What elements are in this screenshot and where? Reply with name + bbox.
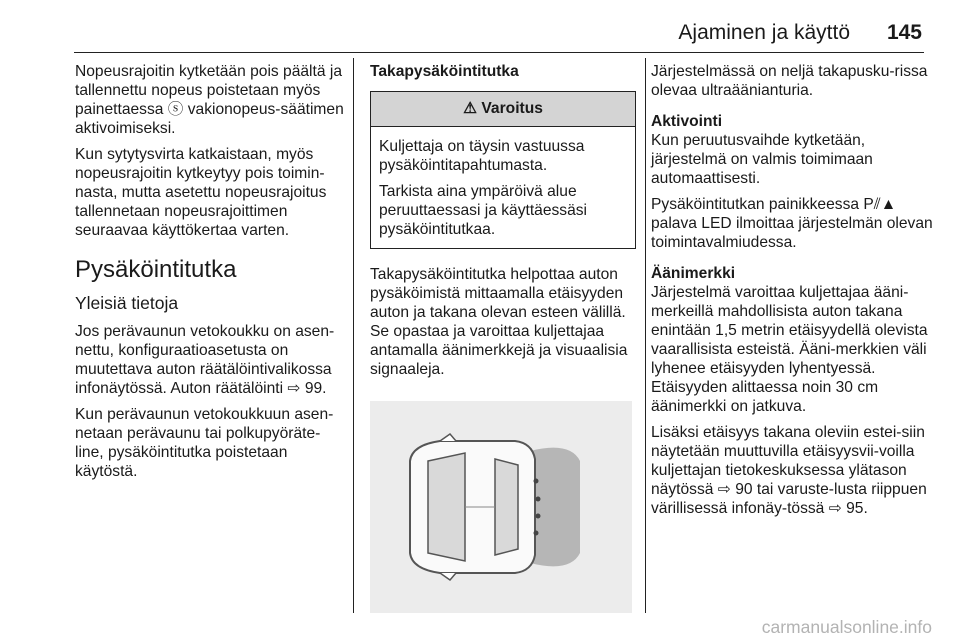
paragraph <box>75 62 347 138</box>
paragraph: Kun peruutusvaihde kytketään, järjestelmä on valmis toimimaan automaattisesti. <box>651 132 873 187</box>
paragraph: Takapysäköintitutka helpottaa auton pysäköimistä mittaamalla etäisyyden auton ja takana olevan esteen välillä. Se opastaa ja varoittaa kuljettajaa antamalla äänimerkkejä ja visuaalisia signaaleja. <box>370 266 628 378</box>
paragraph-text: Pysäköintitutkan painikkeessa <box>651 196 860 213</box>
warning-icon: ⚠ <box>463 100 478 117</box>
page-ref-arrow-icon: ⇨ <box>717 481 731 498</box>
paragraph <box>651 423 936 518</box>
column-divider-2 <box>645 58 646 613</box>
paragraph-text: 90 tai varuste-lusta riippuen värillisessä infonäy-tössä <box>651 481 927 517</box>
paragraph <box>651 195 936 252</box>
warning-body <box>371 127 635 248</box>
column-1 <box>75 62 347 488</box>
paragraph-text: Nopeusrajoitin kytketään pois päältä ja tallennettu nopeus poistetaan myös painettaessa <box>75 63 342 118</box>
warning-header <box>371 92 635 127</box>
column-divider-1 <box>353 58 354 613</box>
sensor-icon <box>536 514 541 519</box>
warning-text: Kuljettaja on täysin vastuussa pysäköintitapahtumasta. <box>379 138 585 174</box>
paragraph <box>75 322 347 398</box>
sensor-icon <box>534 479 539 484</box>
subheading: Äänimerkki <box>651 265 736 282</box>
page-ref-arrow-icon: ⇨ <box>828 500 842 517</box>
header-title: Ajaminen ja käyttö <box>678 21 850 44</box>
car-top-view-icon <box>410 434 535 580</box>
warning-text: Tarkista aina ympäröivä alue peruuttaessasi ja käyttäessäsi pysäköintitutkaa. <box>379 183 588 238</box>
section-heading: Takapysäköintitutka <box>370 63 519 80</box>
column-2 <box>370 62 636 618</box>
page-ref-arrow-icon: ⇨ <box>287 380 301 397</box>
parking-button-icon: P⫽▲ <box>863 196 897 213</box>
paragraph: Kun sytytysvirta katkaistaan, myös nopeusrajoitin kytkeytyy pois toimin-nasta, mutta asetettu nopeusrajoitus tallennetaan nopeusrajoittimen seuraavaa käyttökertaa varten. <box>75 146 327 239</box>
subheading: Aktivointi <box>651 113 723 130</box>
cruise-control-icon: ⓢ <box>167 101 184 118</box>
paragraph: Kun perävaunun vetokoukkuun asen-netaan perävaunu tai polkupyöräte-line, pysäköintitutka poistetaan käytöstä. <box>75 406 334 480</box>
page-ref[interactable]: 99. <box>304 380 327 397</box>
parking-sensor-illustration <box>370 401 632 613</box>
paragraph-text: Lisäksi etäisyys takana oleviin estei-siin näytetään muuttuvilla etäisyysvii-voilla kuljettajan tietokeskuksessa ylätason näytössä <box>651 424 925 498</box>
watermark: carmanualsonline.info <box>761 617 932 637</box>
subsection-title: Yleisiä tietoja <box>75 293 179 313</box>
warning-box <box>370 91 636 249</box>
paragraph: Järjestelmä varoittaa kuljettajaa ääni-merkeillä mahdollisista auton takana enintään 1,5 metrin etäisyydellä olevista vaarallisista esteistä. Ääni-merkkien väli lyhenee etäisyyden lyhentyessä. Etäisyyden alittaessa noin 30 cm äänimerkki on jatkuva. <box>651 284 928 415</box>
paragraph-text: Jos perävaunun vetokoukku on asen-nettu, konfiguraatioasetusta on muutettava auton räätälöintivalikossa infonäytössä. Auton räätälöinti <box>75 323 335 397</box>
sensor-icon <box>534 531 539 536</box>
header-rule <box>74 52 924 53</box>
column-3 <box>651 62 936 525</box>
paragraph-text: vakionopeus-säätimen aktivoimiseksi. <box>75 101 344 137</box>
sensor-icon <box>536 497 541 502</box>
paragraph: Järjestelmässä on neljä takapusku-rissa olevaa ultraäänianturia. <box>651 63 928 99</box>
warning-title: Varoitus <box>481 100 543 117</box>
section-title: Pysäköintitutka <box>75 256 237 283</box>
page-number: 145 <box>886 21 922 44</box>
page-ref[interactable]: 95. <box>846 500 868 517</box>
paragraph-text: palava LED ilmoittaa järjestelmän olevan toimintavalmiudessa. <box>651 215 933 251</box>
page-header <box>0 0 960 56</box>
